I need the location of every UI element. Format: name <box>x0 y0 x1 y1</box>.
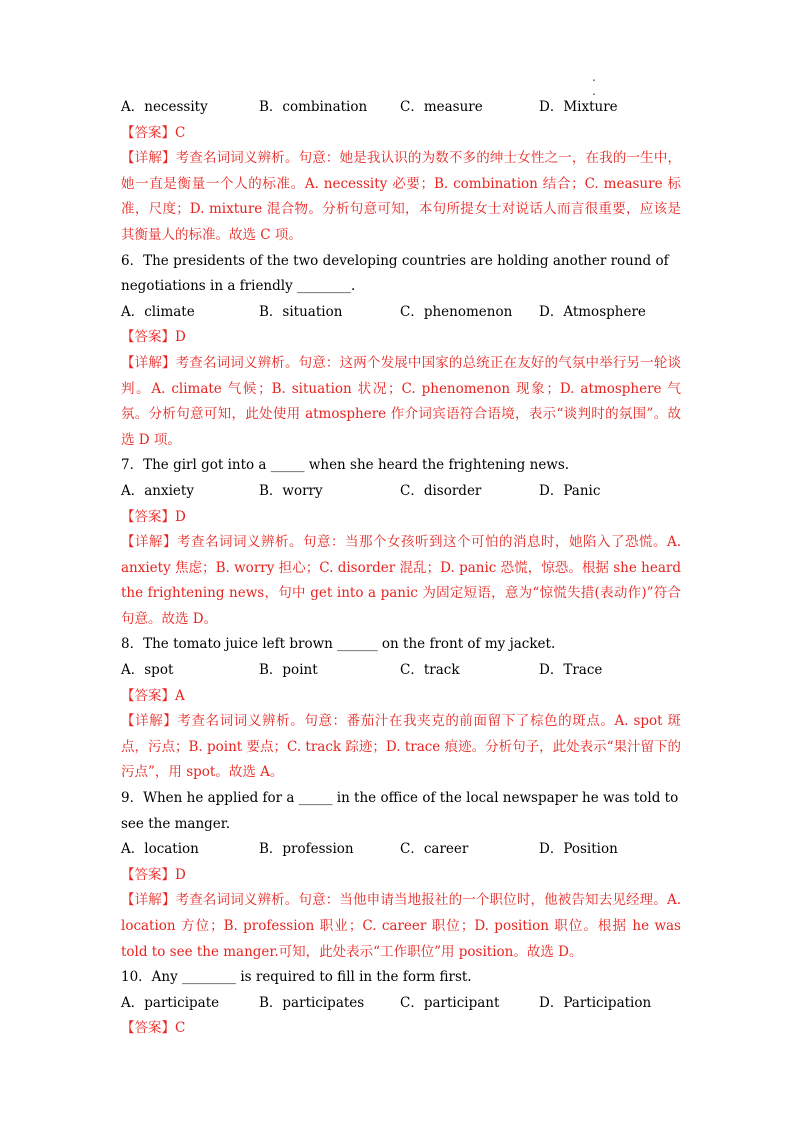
option-c: C．career <box>400 841 469 858</box>
option-c: C．phenomenon <box>400 303 513 320</box>
q9-question: 9．When he applied for a _____ in the office of the local newspaper he was told to see the manger. <box>121 790 679 832</box>
option-b: B．participates <box>259 994 365 1011</box>
q7-explanation: 【详解】考查名词词义辨析。句意：当那个女孩听到这个可怕的消息时，她陷入了恐慌。A. anxiety 焦虑；B. worry 担心；C. disorder 混乱；D. panic 恐慌，惊恐。根据 she heard the frightening news，句中 get into a panic 为固定短语，意为“惊慌失措(表动作)”符合句意。故选 D。 <box>121 534 681 627</box>
option-a: A．necessity <box>121 99 208 115</box>
option-d: D．Participation <box>539 994 652 1011</box>
q8-options <box>121 658 681 684</box>
q5-options <box>121 95 681 121</box>
q8-question: 8．The tomato juice left brown ______ on the front of my jacket. <box>121 636 556 653</box>
q6-answer: 【答案】D <box>121 329 186 346</box>
option-c: C．participant <box>400 994 500 1011</box>
option-d: D．Trace <box>539 662 603 679</box>
option-b: B．situation <box>259 303 343 320</box>
dot-mark: . <box>592 84 596 98</box>
q10-options <box>121 991 681 1017</box>
option-a: A．participate <box>121 994 220 1011</box>
option-b: B．combination <box>259 99 368 115</box>
option-a: A．climate <box>121 303 195 320</box>
q8-explanation: 【详解】考查名词词义辨析。句意：番茄汁在我夹克的前面留下了棕色的斑点。A. spot 斑点，污点；B. point 要点；C. track 踪迹；D. trace 痕迹。分析句子，此处表示“果汁留下的污点”，用 spot。故选 A。 <box>121 713 681 781</box>
q6-explanation: 【详解】考查名词词义辨析。句意：这两个发展中国家的总统正在友好的气氛中举行另一轮谈判。A. climate 气候；B. situation 状况；C. phenomenon 现象；D. atmosphere 气氛。分析句意可知，此处使用 atmosphere 作介词宾语符合语境，表示“谈判时的氛围”。故选 D 项。 <box>121 354 681 448</box>
option-d: D．Panic <box>539 482 601 499</box>
q9-options <box>121 837 681 863</box>
option-d: D．Mixture <box>539 99 618 115</box>
option-b: B．point <box>259 662 318 679</box>
document-body <box>121 95 681 1042</box>
dot-mark: . <box>592 70 596 84</box>
option-b: B．worry <box>259 482 323 499</box>
option-b: B．profession <box>259 841 354 858</box>
option-c: C．measure <box>400 99 483 115</box>
q9-explanation: 【详解】考查名词词义辨析。句意：当他申请当地报社的一个职位时，他被告知去见经理。A. location 方位；B. profession 职业；C. career 职位；D. position 职位。根据 he was told to see the manger.可知，此处表示“工作职位”用 position。故选 D。 <box>121 892 681 960</box>
option-c: C．disorder <box>400 482 482 499</box>
q7-answer: 【答案】D <box>121 508 186 525</box>
option-d: D．Atmosphere <box>539 303 646 320</box>
header-dots <box>592 70 596 98</box>
q8-answer: 【答案】A <box>121 687 185 704</box>
q5-explanation: 【详解】考查名词词义辨析。句意：她是我认识的为数不多的绅士女性之一，在我的一生中，她一直是衡量一个人的标准。A. necessity 必要；B. combination 结合；C. measure 标准，尺度；D. mixture 混合物。分析句意可知，本句所提女士对说话人而言很重要，应该是其衡量人的标准。故选 C 项。 <box>121 150 681 243</box>
q10-answer: 【答案】C <box>121 1020 186 1037</box>
option-a: A．spot <box>121 662 174 679</box>
option-a: A．anxiety <box>121 482 194 499</box>
option-c: C．track <box>400 662 460 679</box>
option-a: A．location <box>121 841 199 858</box>
q7-options <box>121 479 681 505</box>
q5-answer: 【答案】C <box>121 124 186 141</box>
q9-answer: 【答案】D <box>121 866 186 883</box>
q6-options <box>121 300 681 326</box>
q6-question: 6．The presidents of the two developing countries are holding another round of negotiations in a friendly ________. <box>121 252 669 295</box>
option-d: D．Position <box>539 841 618 858</box>
q10-question: 10．Any ________ is required to fill in the form first. <box>121 969 472 986</box>
q7-question: 7．The girl got into a _____ when she heard the frightening news. <box>121 457 570 474</box>
